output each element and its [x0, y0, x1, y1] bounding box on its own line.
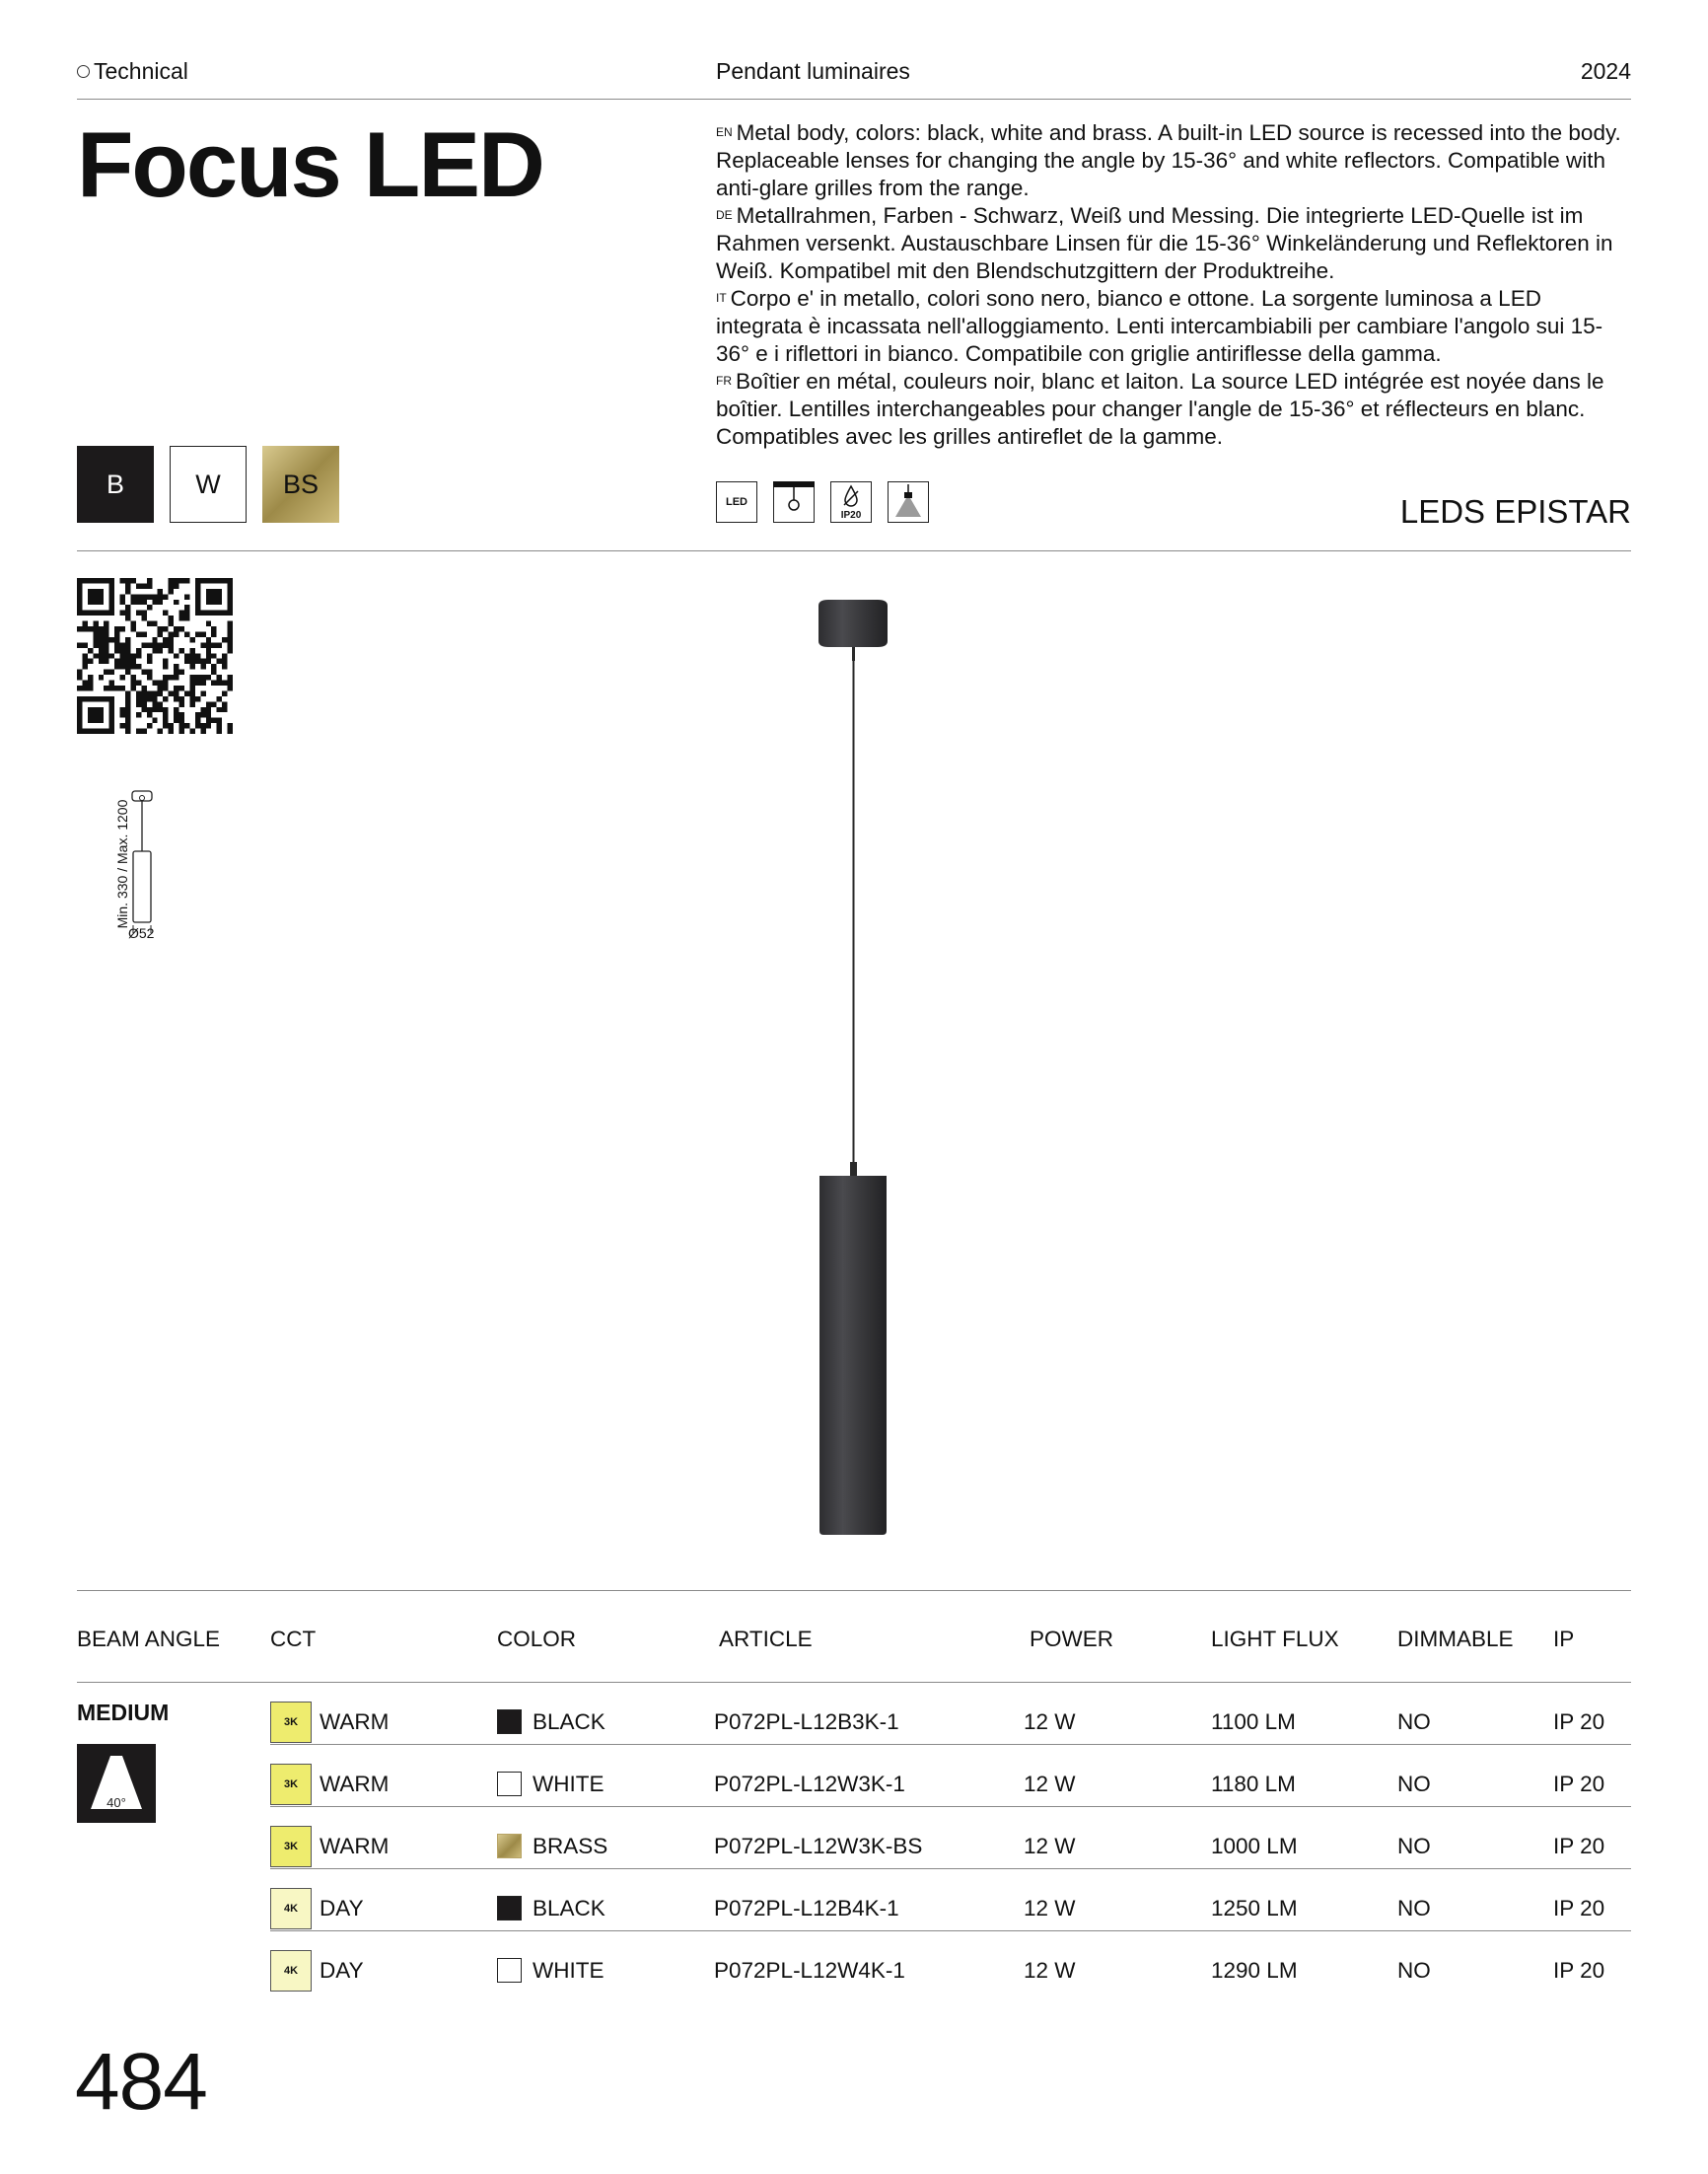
color-label: BLACK: [533, 1896, 605, 1920]
article-code: P072PL-L12B3K-1: [714, 1709, 899, 1734]
cct-label: WARM: [320, 1834, 390, 1858]
color-swatch: [497, 1958, 522, 1983]
color-swatch: [497, 1896, 522, 1920]
power-value: 12 W: [1024, 1958, 1076, 1983]
power-value: 12 W: [1024, 1772, 1076, 1796]
dimmable-value: NO: [1397, 1834, 1431, 1858]
product-title: Focus LED: [77, 112, 543, 216]
color-swatch: [497, 1834, 522, 1858]
ip-value: IP 20: [1553, 1896, 1605, 1920]
ip-value: IP 20: [1553, 1834, 1605, 1858]
section-label: Technical: [94, 58, 188, 84]
cct-badge: 4K: [270, 1950, 312, 1992]
swatch-white: W: [170, 446, 247, 523]
beam-icon: [888, 481, 929, 523]
dimmable-value: NO: [1397, 1709, 1431, 1734]
table-header-divider: [77, 1682, 1631, 1683]
description-text: Boîtier en métal, couleurs noir, blanc et laiton. La source LED intégrée est noyée dans le boîtier. Lentilles interchangeables pour changer l'angle de 15-36° et réflecteurs en blanc. Compatibles avec les grilles antireflet de la gamme.: [716, 369, 1604, 449]
power-value: 12 W: [1024, 1896, 1076, 1920]
article-code: P072PL-L12W3K-1: [714, 1772, 905, 1796]
product-image: [809, 592, 897, 1578]
header-section: [77, 57, 188, 85]
row-divider: [270, 1806, 1631, 1807]
power-value: 12 W: [1024, 1834, 1076, 1858]
cct-label: DAY: [320, 1896, 364, 1920]
dimmable-value: NO: [1397, 1772, 1431, 1796]
header-article: ARTICLE: [719, 1627, 813, 1651]
header-cct: CCT: [270, 1627, 317, 1651]
header-beam-angle: BEAM ANGLE: [77, 1627, 221, 1651]
product-description: [716, 119, 1633, 451]
description-text: Corpo e' in metallo, colori sono nero, bianco e ottone. La sorgente luminosa a LED integrata è incassata nell'alloggiamento. Lenti intercambiabili per cambiare l'angolo sui 15-36° e i riflettori in bianco. Compatibile con griglie antiriflesse della gamma.: [716, 286, 1603, 366]
led-icon: [716, 481, 757, 523]
flux-value: 1290 LM: [1211, 1958, 1298, 1983]
qr-code: [77, 578, 233, 734]
beam-degrees: 40°: [107, 1795, 126, 1810]
flux-value: 1000 LM: [1211, 1834, 1298, 1858]
color-label: WHITE: [533, 1958, 605, 1983]
cct-badge: 3K: [270, 1702, 312, 1743]
ip-value: IP 20: [1553, 1772, 1605, 1796]
description-en: [716, 119, 1633, 202]
header-ip: IP: [1553, 1627, 1575, 1651]
color-label: WHITE: [533, 1772, 605, 1796]
header-power: POWER: [1030, 1627, 1114, 1651]
article-code: P072PL-L12W4K-1: [714, 1958, 905, 1983]
header-dimmable: DIMMABLE: [1397, 1627, 1514, 1651]
ip20-icon-label: IP20: [840, 510, 862, 521]
color-swatch: [497, 1709, 522, 1734]
header-light-flux: LIGHT FLUX: [1211, 1627, 1339, 1651]
article-code: P072PL-L12B4K-1: [714, 1896, 899, 1920]
header-color: COLOR: [497, 1627, 577, 1651]
beam-name: MEDIUM: [77, 1700, 170, 1725]
swatch-brass: BS: [262, 446, 339, 523]
cct-label: DAY: [320, 1958, 364, 1983]
row-divider: [270, 1744, 1631, 1745]
beam-angle-icon: [77, 1744, 156, 1823]
lang-tag: FR: [716, 374, 732, 388]
row-divider: [270, 1930, 1631, 1931]
lang-tag: IT: [716, 291, 727, 305]
cct-badge: 3K: [270, 1826, 312, 1867]
cct-label: WARM: [320, 1772, 390, 1796]
flux-value: 1180 LM: [1211, 1772, 1296, 1796]
section-divider: [77, 550, 1631, 551]
height-dimension: Min. 330 / Max. 1200: [114, 799, 130, 929]
diameter-dimension: Ø52: [128, 925, 155, 941]
flux-value: 1250 LM: [1211, 1896, 1298, 1920]
brand-label: LEDS EPISTAR: [1399, 493, 1631, 530]
description-text: Metallrahmen, Farben - Schwarz, Weiß und Messing. Die integrierte LED-Quelle ist im Rahmen versenkt. Austauschbare Linsen für die 15-36° Winkeländerung und Reflektoren in Weiß. Kompatibel mit den Blendschutzgittern der Produktreihe.: [716, 203, 1613, 283]
page-number: 484: [75, 2037, 207, 2127]
cct-badge: 4K: [270, 1888, 312, 1929]
cct-label: WARM: [320, 1709, 390, 1734]
lang-tag: EN: [716, 125, 733, 139]
header-divider: [77, 99, 1631, 100]
color-label: BLACK: [533, 1709, 605, 1734]
color-label: BRASS: [533, 1834, 608, 1858]
flux-value: 1100 LM: [1211, 1709, 1296, 1734]
ip-value: IP 20: [1553, 1958, 1605, 1983]
category-label: Pendant luminaires: [716, 58, 910, 84]
description-text: Metal body, colors: black, white and brass. A built-in LED source is recessed into the body. Replaceable lenses for changing the angle by 15-36° and white reflectors. Compatible with anti-glare grilles from the range.: [716, 120, 1621, 200]
description-fr: [716, 368, 1633, 451]
table-top-divider: [77, 1590, 1631, 1591]
swatch-black: B: [77, 446, 154, 523]
row-divider: [270, 1868, 1631, 1869]
power-value: 12 W: [1024, 1709, 1076, 1734]
description-de: [716, 202, 1633, 285]
color-swatch: [497, 1772, 522, 1796]
ceiling-mount-icon: [773, 481, 815, 523]
dimmable-value: NO: [1397, 1958, 1431, 1983]
circle-icon: [77, 65, 90, 78]
ip-value: IP 20: [1553, 1709, 1605, 1734]
year-label: 2024: [1580, 58, 1631, 84]
article-code: P072PL-L12W3K-BS: [714, 1834, 923, 1858]
description-it: [716, 285, 1633, 368]
dimmable-value: NO: [1397, 1896, 1431, 1920]
ip20-icon: [830, 481, 872, 523]
lang-tag: DE: [716, 208, 733, 222]
cct-badge: 3K: [270, 1764, 312, 1805]
dimension-drawing: [89, 789, 168, 947]
led-icon-label: LED: [726, 496, 747, 508]
